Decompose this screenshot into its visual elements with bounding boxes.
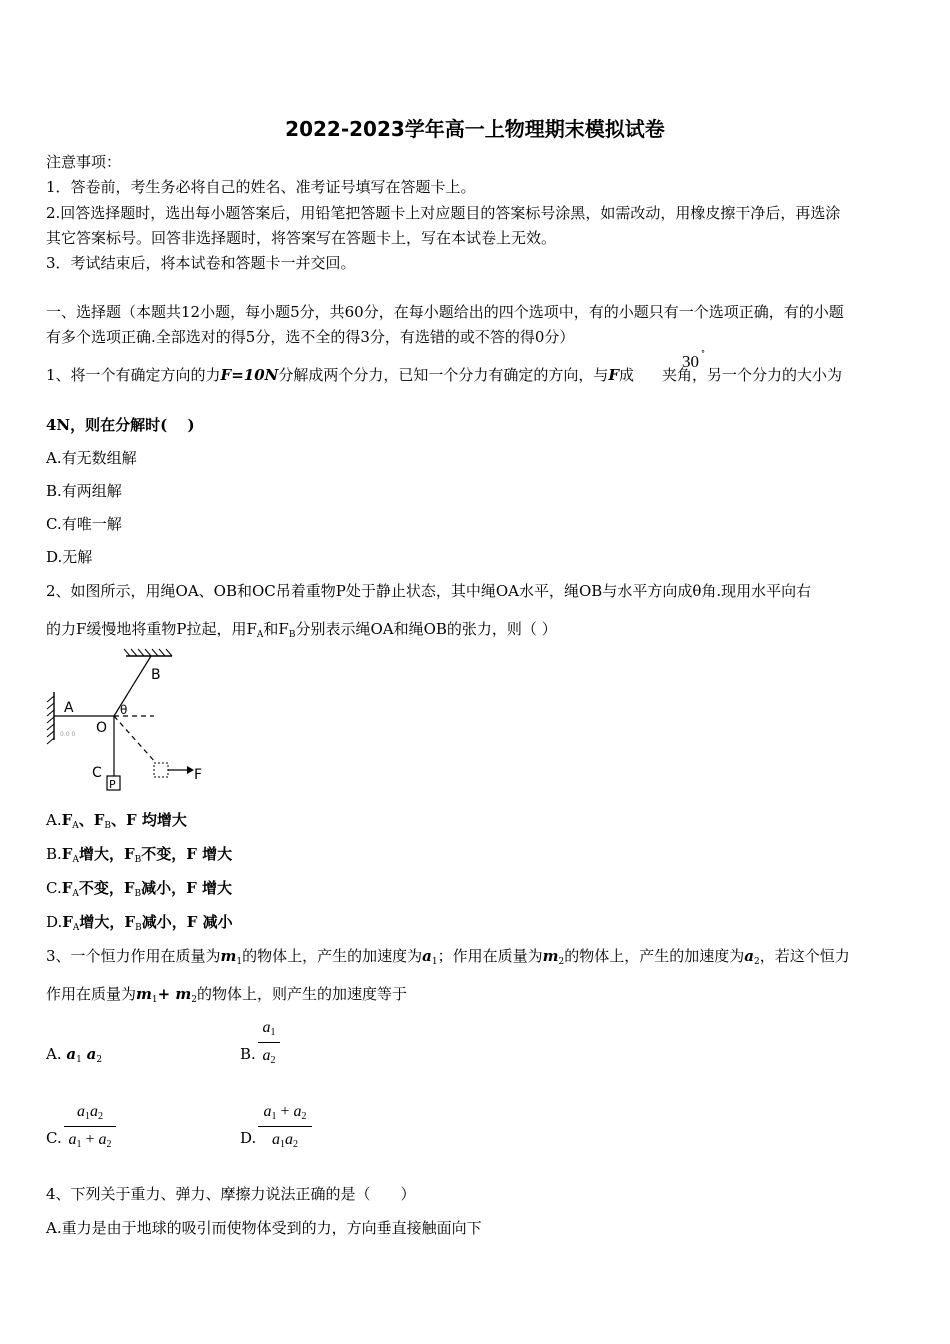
svg-text:0.0 0: 0.0 0 bbox=[60, 731, 76, 738]
option-d-label[interactable]: D. bbox=[240, 1129, 257, 1147]
option-a[interactable]: A. $a_1$ $a_2$ bbox=[46, 1045, 103, 1065]
option-c[interactable]: C.有唯一解 bbox=[46, 515, 122, 533]
degree-sign: ° bbox=[701, 349, 705, 358]
question-3-stem-cont: 作用在质量为$m_1+ m_2$的物体上，则产生的加速度等于 bbox=[46, 985, 408, 1005]
question-1-stem: 1、将一个有确定方向的力F=10N分解成两个分力，已知一个分力有确定的方向，与F成 夹角，另一个分力的大小为 bbox=[46, 366, 843, 384]
option-b-label[interactable]: B. bbox=[240, 1045, 256, 1063]
question-4-stem: 4、下列关于重力、弹力、摩擦力说法正确的是（ ） bbox=[46, 1185, 416, 1203]
figure-label-p: P bbox=[109, 778, 116, 791]
note-item: 1．答卷前，考生务必将自己的姓名、准考证号填写在答题卡上。 bbox=[46, 178, 476, 196]
note-item: 3．考试结束后，将本试卷和答题卡一并交回。 bbox=[46, 254, 356, 272]
question-2-stem-cont: 的力F缓慢地将重物P拉起，用$F_A$和$F_B$分别表示绳OA和绳OB的张力，则（ ） bbox=[46, 620, 557, 640]
figure-label-theta: θ bbox=[120, 703, 128, 717]
question-2-stem: 2、如图所示，用绳OA、OB和OC吊着重物P处于静止状态，其中绳OA水平，绳OB与水平方向成θ角.现用水平向右 bbox=[46, 582, 812, 600]
option-b[interactable]: $B.F_A$增大，$F_B$不变，F 增大 bbox=[46, 845, 233, 865]
figure-label-o: O bbox=[96, 720, 108, 736]
option-d[interactable]: D.无解 bbox=[46, 548, 93, 566]
option-b[interactable]: B.有两组解 bbox=[46, 482, 122, 500]
option-d-fraction[interactable]: a1 + a2 a1a2 bbox=[258, 1103, 312, 1150]
figure-label-a: A bbox=[64, 700, 74, 716]
question-1-stem-cont: 4N，则在分解时( ) bbox=[46, 416, 195, 434]
option-a[interactable]: $A.F_A$、$F_B$、F 均增大 bbox=[46, 811, 187, 831]
section-instructions: 一、选择题（本题共12小题，每小题5分，共60分，在每小题给出的四个选项中，有的小题只有一个选项正确，有的小题 bbox=[46, 303, 844, 321]
option-d[interactable]: $D.F_A$增大，$F_B$减小，F 减小 bbox=[46, 913, 233, 933]
note-item: 其它答案标号。回答非选择题时，将答案写在答题卡上，写在本试卷上无效。 bbox=[46, 229, 557, 247]
angle-value: 30 bbox=[682, 352, 699, 371]
rope-diagram bbox=[44, 648, 214, 796]
option-a[interactable]: A.有无数组解 bbox=[46, 449, 137, 467]
figure-label-c: C bbox=[92, 765, 102, 781]
option-c-fraction[interactable]: a1a2 a1 + a2 bbox=[64, 1103, 116, 1150]
section-instructions: 有多个选项正确.全部选对的得5分，选不全的得3分，有选错的或不答的得0分） bbox=[46, 328, 575, 346]
option-c[interactable]: $C.F_A$不变，$F_B$减小，F 增大 bbox=[46, 879, 233, 899]
option-a[interactable]: A.重力是由于地球的吸引而使物体受到的力，方向垂直接触面向下 bbox=[46, 1219, 482, 1237]
question-3-stem: 3、一个恒力作用在质量为$m_1$的物体上，产生的加速度为$a_1$；作用在质量为$m_2$的物体上，产生的加速度为$a_2$，若这个恒力 bbox=[46, 947, 850, 967]
page-title: 2022-2023学年高一上物理期末模拟试卷 bbox=[285, 117, 665, 141]
note-item: 2.回答选择题时，选出每小题答案后，用铅笔把答题卡上对应题目的答案标号涂黑，如需改动，用橡皮擦干净后，再选涂 bbox=[46, 204, 841, 222]
figure-label-b: B bbox=[151, 667, 161, 683]
option-c-label[interactable]: C. bbox=[46, 1129, 62, 1147]
notes-heading: 注意事项： bbox=[46, 153, 122, 171]
option-b-fraction[interactable]: a1 a2 bbox=[258, 1019, 280, 1066]
figure-label-f: F bbox=[194, 767, 203, 783]
